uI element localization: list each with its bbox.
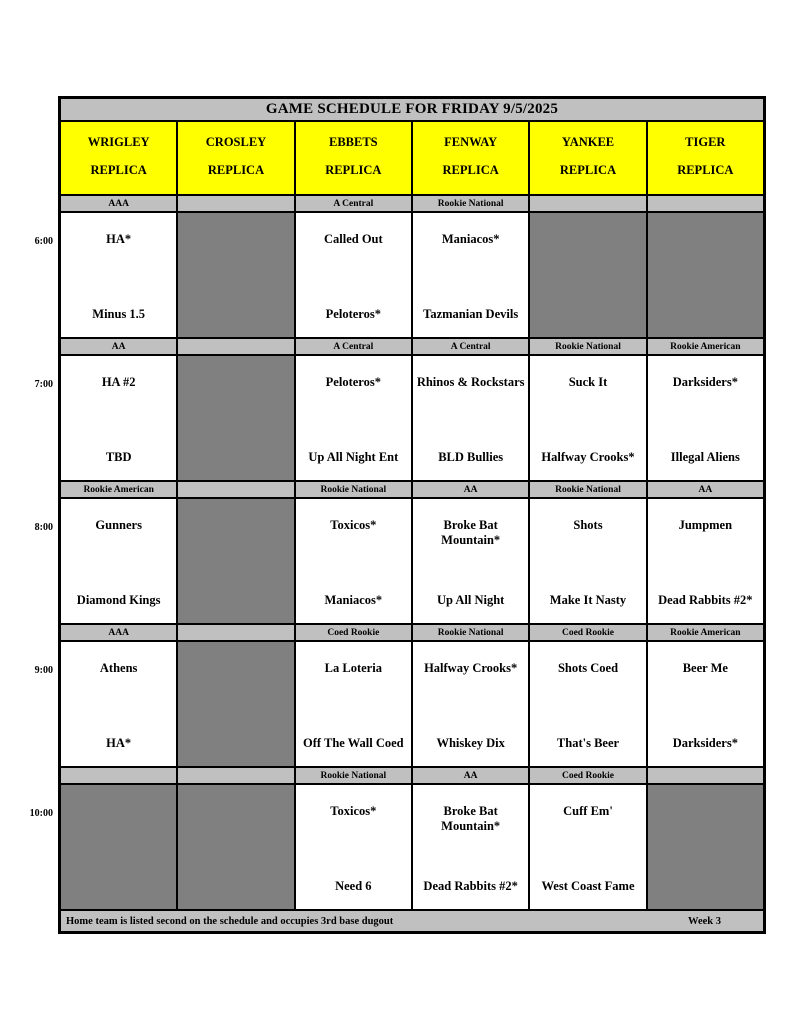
game-cell — [530, 356, 645, 480]
time-label: 7:00 — [34, 379, 53, 390]
home-team: Dead Rabbits #2* — [658, 593, 753, 608]
division-label: Rookie National — [296, 482, 411, 497]
game-cell — [296, 642, 411, 766]
away-team: Athens — [99, 661, 138, 675]
away-team: Toxicos* — [330, 804, 377, 818]
game-cell — [413, 499, 528, 623]
game-cell — [178, 499, 293, 623]
away-team: Called Out — [323, 232, 383, 246]
game-row-800 — [34, 499, 763, 623]
field-header-ebbets — [296, 122, 411, 194]
division-label: Rookie National — [413, 196, 528, 211]
division-label — [178, 625, 293, 640]
home-team: Peloteros* — [325, 307, 381, 322]
game-cell — [648, 356, 763, 480]
week-label: Week 3 — [688, 915, 721, 927]
field-name: CROSLEY — [205, 135, 267, 149]
home-team: Maniacos* — [324, 593, 383, 608]
division-label — [530, 196, 645, 211]
away-team: Broke Bat Mountain* — [441, 518, 501, 547]
division-label: Rookie National — [296, 768, 411, 783]
game-row-600 — [34, 213, 763, 337]
game-cell — [61, 499, 176, 623]
game-cell — [413, 642, 528, 766]
away-team: HA #2 — [101, 375, 136, 389]
away-team: Beer Me — [682, 661, 728, 675]
division-label: Rookie American — [61, 482, 176, 497]
division-label: AA — [413, 482, 528, 497]
field-sub: REPLICA — [207, 163, 265, 177]
game-cell — [530, 642, 645, 766]
home-team: HA* — [106, 736, 132, 751]
field-name: YANKEE — [561, 135, 615, 149]
game-cell — [61, 642, 176, 766]
game-cell — [61, 785, 176, 909]
division-label — [648, 768, 763, 783]
home-team: Darksiders* — [672, 736, 738, 751]
game-cell — [178, 785, 293, 909]
away-team: Halfway Crooks* — [424, 661, 518, 675]
time-label: 8:00 — [34, 522, 53, 533]
game-cell — [178, 356, 293, 480]
game-row-1000 — [29, 785, 763, 909]
home-team: BLD Bullies — [438, 450, 504, 465]
page-title: GAME SCHEDULE FOR FRIDAY 9/5/2025 — [61, 99, 763, 120]
field-name: WRIGLEY — [87, 135, 150, 149]
game-cell — [648, 785, 763, 909]
division-label: Rookie National — [530, 339, 645, 354]
game-row-900 — [34, 642, 763, 766]
home-team: Tazmanian Devils — [423, 307, 519, 322]
home-team: Whiskey Dix — [436, 736, 505, 751]
division-label — [178, 768, 293, 783]
division-row-700 — [61, 339, 763, 354]
away-team: Maniacos* — [441, 232, 500, 246]
away-team: Broke Bat Mountain* — [441, 804, 501, 833]
home-team: TBD — [105, 450, 132, 465]
home-team: That's Beer — [556, 736, 620, 751]
field-name: EBBETS — [329, 135, 378, 149]
division-label: AA — [61, 339, 176, 354]
home-team: Halfway Crooks* — [541, 450, 635, 465]
field-header-row — [61, 122, 763, 194]
field-header-crosley — [178, 122, 293, 194]
time-label: 9:00 — [34, 665, 53, 676]
field-sub: REPLICA — [325, 163, 382, 177]
away-team: Peloteros* — [325, 375, 381, 389]
field-name: FENWAY — [444, 135, 498, 149]
division-label: Coed Rookie — [530, 625, 645, 640]
home-team: Minus 1.5 — [92, 307, 146, 322]
division-label: Rookie National — [530, 482, 645, 497]
field-header-yankee — [530, 122, 645, 194]
game-cell — [413, 785, 528, 909]
schedule-table — [29, 96, 766, 934]
time-label: 6:00 — [34, 236, 53, 247]
away-team: Shots — [573, 518, 603, 532]
away-team: Jumpmen — [678, 518, 733, 532]
field-header-tiger — [648, 122, 763, 194]
game-cell — [61, 213, 176, 337]
game-cell — [413, 213, 528, 337]
division-label: Coed Rookie — [296, 625, 411, 640]
game-cell — [296, 785, 411, 909]
home-team: West Coast Fame — [541, 879, 635, 894]
division-label: A Central — [413, 339, 528, 354]
away-team: Shots Coed — [557, 661, 619, 675]
field-sub: REPLICA — [677, 163, 734, 177]
game-cell — [530, 213, 645, 337]
home-team: Need 6 — [335, 879, 372, 894]
away-team: HA* — [106, 232, 132, 246]
home-team: Illegal Aliens — [670, 450, 740, 465]
game-cell — [648, 213, 763, 337]
game-cell — [413, 356, 528, 480]
division-label: A Central — [296, 196, 411, 211]
division-label: AA — [648, 482, 763, 497]
field-sub: REPLICA — [442, 163, 499, 177]
division-label: AAA — [61, 625, 176, 640]
division-row-1000 — [61, 768, 763, 783]
home-team: Diamond Kings — [76, 593, 161, 608]
game-cell — [296, 356, 411, 480]
division-label: Rookie American — [648, 625, 763, 640]
division-label: Rookie National — [413, 625, 528, 640]
home-team: Up All Night — [436, 593, 505, 608]
game-cell — [178, 213, 293, 337]
away-team: Suck It — [568, 375, 608, 389]
division-row-600 — [61, 196, 763, 211]
division-row-800 — [61, 482, 763, 497]
division-label: Coed Rookie — [530, 768, 645, 783]
game-cell — [296, 499, 411, 623]
away-team: Gunners — [95, 518, 142, 532]
footer-bar — [61, 911, 763, 931]
field-sub: REPLICA — [559, 163, 617, 177]
game-cell — [648, 499, 763, 623]
home-team: Make It Nasty — [549, 593, 627, 608]
away-team: Rhinos & Rockstars — [416, 375, 525, 389]
game-cell — [530, 499, 645, 623]
division-label — [61, 768, 176, 783]
game-cell — [61, 356, 176, 480]
division-label — [178, 482, 293, 497]
division-label: AAA — [61, 196, 176, 211]
division-label: Rookie American — [648, 339, 763, 354]
home-team-note: Home team is listed second on the schedule and occupies 3rd base dugout — [66, 915, 394, 927]
game-cell — [296, 213, 411, 337]
field-header-wrigley — [61, 122, 176, 194]
away-team: Toxicos* — [330, 518, 377, 532]
away-team: Darksiders* — [672, 375, 738, 389]
division-label — [178, 339, 293, 354]
division-label — [648, 196, 763, 211]
game-row-700 — [34, 356, 763, 480]
time-label: 10:00 — [29, 808, 53, 819]
away-team: La Loteria — [324, 661, 382, 675]
game-cell — [530, 785, 645, 909]
division-label: AA — [413, 768, 528, 783]
division-row-900 — [61, 625, 763, 640]
field-name: TIGER — [685, 135, 726, 149]
home-team: Dead Rabbits #2* — [423, 879, 518, 894]
away-team: Cuff Em' — [563, 804, 613, 818]
game-cell — [648, 642, 763, 766]
division-label: A Central — [296, 339, 411, 354]
division-label — [178, 196, 293, 211]
home-team: Off The Wall Coed — [303, 736, 404, 751]
home-team: Up All Night Ent — [308, 450, 399, 465]
game-cell — [178, 642, 293, 766]
field-sub: REPLICA — [90, 163, 147, 177]
field-header-fenway — [413, 122, 528, 194]
